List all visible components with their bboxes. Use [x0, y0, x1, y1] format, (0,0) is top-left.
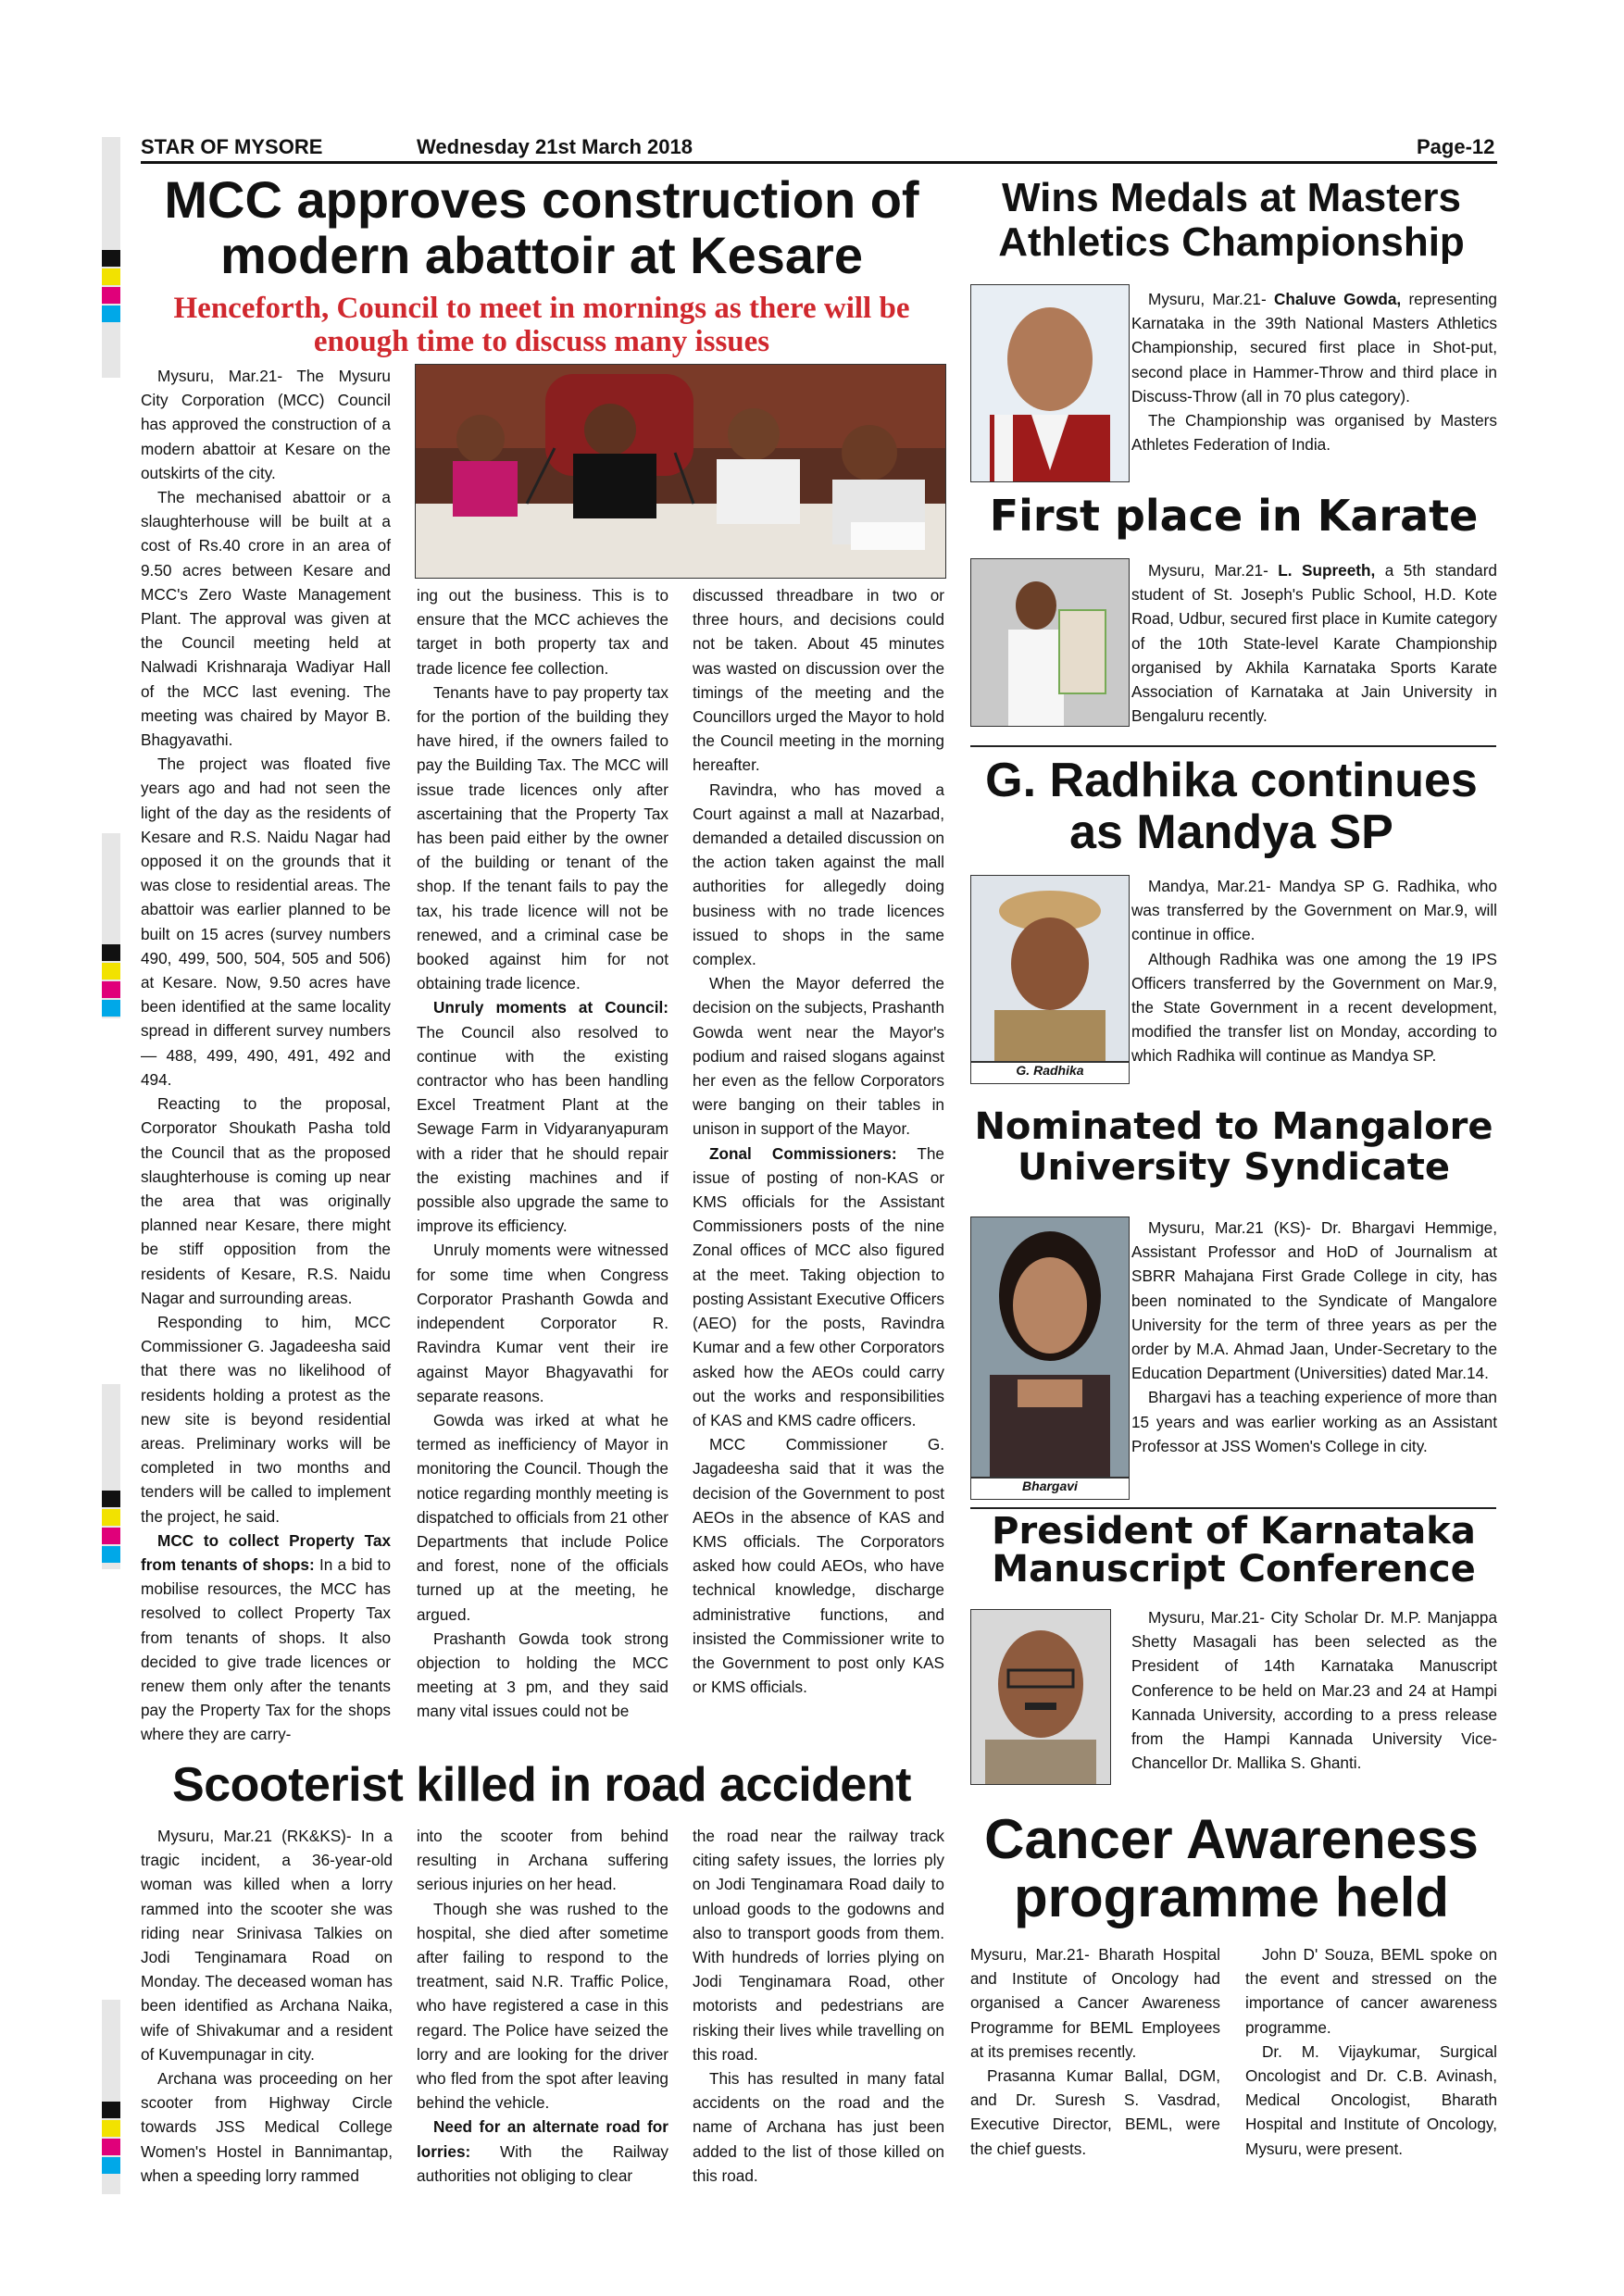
- issue-date: Wednesday 21st March 2018: [417, 135, 693, 158]
- medals-text: [1131, 287, 1497, 456]
- header-rule: [141, 161, 1497, 164]
- paragraph: [1131, 558, 1497, 728]
- subheading: MCC to collect Property Tax from tenants of shops:: [141, 1530, 391, 1574]
- dateline: Mysuru, Mar.21-: [1148, 561, 1279, 580]
- syndicate-headline-line2: University Syndicate: [1018, 1146, 1450, 1189]
- syndicate-headline-line1: Nominated to Mangalore: [974, 1105, 1493, 1148]
- paragraph: Ravindra, who has moved a Court against a mall at Nazarbad, demanded a detailed discussion on the action taken against the mall authorities for allegedly doing business with no trade licences issued to shops in the same complex.: [693, 780, 944, 969]
- paragraph: Although Radhika was one among the 19 IPS Officers transferred by the Government on Mar.9, the State Government in a recent development, modified the transfer list on Monday, according to which Radhika will continue as Mandya SP.: [1131, 949, 1497, 1066]
- paragraph-text: With the Railway authorities not obliging to clear: [417, 2141, 668, 2185]
- chaluve-gowda-photo: [970, 284, 1130, 482]
- paragraph: Dr. M. Vijaykumar, Surgical Oncologist and Dr. C.B. Avinash, Medical Oncologist, Bharath Hospital and Institute of Oncology, Mysuru, were present.: [1245, 2041, 1497, 2158]
- abattoir-headline-line1: MCC approves construction of: [164, 170, 919, 229]
- medals-headline-line1: Wins Medals at Masters: [1002, 175, 1461, 220]
- registration-mark-magenta: [102, 287, 120, 304]
- portrait-illustration: [971, 1217, 1129, 1477]
- paragraph: This has resulted in many fatal accidents on the road and the name of Archana has just been added to the list of those killed on this road.: [693, 2069, 944, 2185]
- paragraph: Prasanna Kumar Ballal, DGM, and Dr. Suresh S. Vasdrad, Executive Director, BEML, were the chief guests.: [970, 2066, 1220, 2158]
- syndicate-text: [1131, 1216, 1497, 1458]
- paragraph: Tenants have to pay property tax for the portion of the building they have hired, if the owners failed to pay the Building Tax. The MCC will issue trade licences only after ascertaining that the Property Tax has been paid either by the owner of the building or tenant of the shop. If the tenant fails to pay the tax, his trade licence will not be renewed, and a criminal case be booked against him for not obtaining trade licence.: [417, 682, 668, 993]
- abattoir-subhead: Henceforth, Council to meet in mornings as there will be enough time to discuss many issues: [173, 292, 910, 358]
- g-radhika-photo: [970, 875, 1130, 1062]
- paragraph: Mysuru, Mar.21- Bharath Hospital and Institute of Oncology had organised a Cancer Awareness Programme for BEML Employees at its premises recently.: [970, 1945, 1220, 2061]
- registration-mark-yellow: [102, 963, 120, 980]
- paragraph: the road near the railway track citing safety issues, the lorries ply on Jodi Tenginamara Road daily to unload goods to the godowns and also to transport goods from them. With hundreds of lorries plying on Jodi Tenginamara Road, other motorists and pedestrians are risking their lives while travelling on this road.: [693, 1827, 944, 2064]
- paragraph: The project was floated five years ago and had not seen the light of the day as the residents of Kesare and R.S. Naidu Nagar had opposed it on the grounds that it was close to residential areas. The abattoir was earlier planned to be built on 15 acres (survey numbers 490, 499, 500, 504, 505 and 506) at Kesare. Now, 9.50 acres have been identified at the same locality spread in different survey numbers — 488, 499, 490, 491, 492 and 494.: [141, 755, 391, 1089]
- syndicate-headline: [968, 1106, 1500, 1188]
- paragraph: Mysuru, Mar.21 (KS)- Dr. Bhargavi Hemmige, Assistant Professor and HoD of Journalism at SBRR Mahajana First Grade College in city, has been nominated to the Syndicate of Mangalore University for the term of three years as per the order by M.A. Ahmad Jaan, Under-Secretary to the Education Department (Universities) dated Mar.14.: [1131, 1218, 1497, 1383]
- portrait-illustration: [971, 285, 1129, 481]
- abattoir-column-2: [417, 583, 668, 1724]
- council-meeting-illustration: [416, 365, 945, 578]
- paragraph: [141, 1529, 391, 1747]
- paragraph: [693, 1142, 944, 1432]
- student-name: L. Supreeth,: [1278, 561, 1376, 580]
- bhargavi-caption: Bhargavi: [970, 1478, 1130, 1500]
- paragraph: ing out the business. This is to ensure that the MCC achieves the target in both property tax and trade licence fee collection.: [417, 586, 668, 678]
- karate-text: [1131, 558, 1497, 728]
- conference-headline-line1: President of Karnataka: [992, 1510, 1476, 1553]
- accident-headline: Scooterist killed in road accident: [172, 1758, 911, 1812]
- supreeth-photo: [970, 558, 1130, 727]
- paragraph-text: representing Karnataka in the 39th National Masters Athletics Championship, secured first place in Shot-put, second place in Hammer-Throw and third place in Discuss-Throw (all in 70 plus category).: [1131, 290, 1497, 406]
- section-divider: [970, 745, 1496, 747]
- subheading: Zonal Commissioners:: [709, 1143, 897, 1163]
- paragraph: discussed threadbare in two or three hours, and decisions could not be taken. About 45 minutes was wasted on discussion over the timings of the meeting and the Councillors urged the Mayor to hold the Council meeting in the morning hereafter.: [693, 586, 944, 775]
- section-divider: [970, 1507, 1496, 1509]
- abattoir-column-3: [693, 583, 944, 1699]
- cancer-column-1: [970, 1942, 1220, 2161]
- portrait-illustration: [971, 1610, 1110, 1784]
- paragraph: The mechanised abattoir or a slaughterhouse will be built at a cost of Rs.40 crore in an area of 9.50 acres between Kesare and MCC's Zero Waste Management Plant. The approval was given at the Council meeting held at Nalwadi Krishnaraja Wadiyar Hall of the MCC last evening. The meeting was chaired by Mayor B. Bhagyavathi.: [141, 488, 391, 750]
- paragraph: Archana was proceeding on her scooter from Highway Circle towards JSS Medical College Women's Hostel in Bannimantap, when a speeding lorry rammed: [141, 2069, 393, 2185]
- bhargavi-photo: [970, 1217, 1130, 1478]
- karate-headline: First place in Karate: [989, 491, 1479, 541]
- paragraph: Responding to him, MCC Commissioner G. Jagadeesha said that there was no likelihood of residents holding a protest as the new site is beyond residential areas. Preliminary works will be completed in two months and tenders will be called to implement the project, he said.: [141, 1312, 391, 1526]
- cancer-headline-line2: programme held: [1013, 1866, 1450, 1928]
- paragraph-text: The Council also resolved to continue with the existing contractor who has been handling Excel Treatment Plant at the Sewage Farm in Vidyaranyapuram with a rider that he should repair the existing machines and if possible also upgrade the same to improve its efficiency.: [417, 1022, 668, 1236]
- cancer-headline-line1: Cancer Awareness: [984, 1808, 1479, 1870]
- registration-mark-magenta: [102, 2139, 120, 2155]
- paragraph: John D' Souza, BEML spoke on the event and stressed on the importance of cancer awareness programme.: [1245, 1945, 1497, 2037]
- registration-mark-cyan: [102, 306, 120, 322]
- conference-text: [1131, 1605, 1497, 1775]
- registration-mark-black: [102, 944, 120, 961]
- radhika-text: [1131, 874, 1497, 1068]
- subheading: Unruly moments at Council:: [433, 998, 668, 1017]
- radhika-headline: [968, 755, 1495, 858]
- accident-column-3: [693, 1824, 944, 2188]
- paragraph: When the Mayor deferred the decision on the subjects, Prashanth Gowda went near the Mayor's podium and raised slogans against her even as the fellow Corporators were banging on their tables in unison in support of the Mayor.: [693, 974, 944, 1139]
- radhika-headline-line1: G. Radhika continues: [985, 754, 1478, 807]
- dateline: Mysuru, Mar.21-: [1148, 290, 1274, 308]
- paragraph: Bhargavi has a teaching experience of more than 15 years and was earlier working as an Assistant Professor at JSS Women's College in city.: [1131, 1388, 1497, 1455]
- paragraph-text: The issue of posting of non-KAS or KMS officials for the Assistant Commissioners posts of the nine Zonal offices of MCC also figured at the meet. Taking objection to posting Assistant Executive Officers (AEO) for the posts, Ravindra Kumar and a few other Corporators asked how the AEOs could carry out the works and responsibilities of KAS and KMS cadre officers.: [693, 1143, 944, 1429]
- paragraph: Mysuru, Mar.21- The Mysuru City Corporation (MCC) Council has approved the construction of a modern abattoir at Kesare on the outskirts of the city.: [141, 367, 391, 482]
- portrait-illustration: [971, 876, 1129, 1061]
- cancer-column-2: [1245, 1942, 1497, 2161]
- paragraph: Unruly moments were witnessed for some time when Congress Corporator Prashanth Gowda and independent Corporator R. Ravindra Kumar vent their ire against Mayor Bhagyavathi for separate reasons.: [417, 1241, 668, 1405]
- registration-mark-yellow: [102, 2120, 120, 2137]
- registration-mark-black: [102, 2102, 120, 2118]
- registration-mark-cyan: [102, 2157, 120, 2174]
- abattoir-column-1: [141, 364, 391, 1747]
- medals-headline: [968, 176, 1495, 264]
- registration-mark-cyan: [102, 1546, 120, 1563]
- paragraph-text: In a bid to mobilise resources, the MCC has resolved to collect Property Tax from tenants of shops. It also decided to give trade licences or renew them only after the tenants pay the Property Tax for the shops where they are carry-: [141, 1554, 392, 1744]
- page-number: Page-12: [1417, 135, 1495, 158]
- registration-mark-yellow: [102, 1509, 120, 1526]
- paragraph: The Championship was organised by Masters Athletes Federation of India.: [1131, 411, 1497, 455]
- paragraph: Though she was rushed to the hospital, she died after sometime after failing to respond to the treatment, said N.R. Traffic Police, who have registered a case in this regard. The Police have seized the lorry and are looking for the driver who fled from the spot after leaving behind the vehicle.: [417, 1899, 668, 2113]
- registration-mark-black: [102, 250, 120, 267]
- paragraph: Mysuru, Mar.21 (RK&KS)- In a tragic incident, a 36-year-old woman was killed when a lorry rammed into the scooter she was riding near Srinivasa Talkies on Jodi Tenginamara Road on Monday. The deceased woman has been identified as Archana Naika, wife of Shivakumar and a resident of Kuvempunagar in city.: [141, 1827, 393, 2064]
- registration-mark-cyan: [102, 1000, 120, 1017]
- g-radhika-caption: G. Radhika: [970, 1062, 1130, 1084]
- medals-headline-line2: Athletics Championship: [998, 218, 1465, 265]
- cancer-headline: [968, 1810, 1495, 1927]
- portrait-illustration: [971, 559, 1129, 726]
- paragraph: [417, 2115, 668, 2188]
- registration-mark-magenta: [102, 1528, 120, 1544]
- abattoir-headline-line2: modern abattoir at Kesare: [220, 226, 863, 285]
- paragraph: MCC Commissioner G. Jagadeesha said that it was the decision of the Government to post AEOs in the absence of KAS and KMS officials. The Corporators asked how could AEOs, who have technical knowledge, discharge administrative functions, and insisted the Commissioner write to the Government to post only KAS or KMS officials.: [693, 1435, 944, 1697]
- paper-name: STAR OF MYSORE: [141, 135, 323, 158]
- conference-headline: [968, 1510, 1500, 1591]
- radhika-headline-line2: as Mandya SP: [1069, 805, 1393, 860]
- registration-mark-magenta: [102, 981, 120, 998]
- paragraph: Mysuru, Mar.21- City Scholar Dr. M.P. Manjappa Shetty Masagali has been selected as the President of 14th Karnataka Manuscript Conference to be held on Mar.23 and 24 at Hampi Kannada University, according to a press release from the Hampi Kannada University Vice-Chancellor Dr. Mallika S. Ghanti.: [1131, 1608, 1497, 1773]
- registration-mark-black: [102, 1491, 120, 1507]
- subheading: Need for an alternate road for lorries:: [417, 2117, 668, 2161]
- accident-column-1: [141, 1824, 393, 2188]
- conference-headline-line2: Manuscript Conference: [992, 1547, 1476, 1591]
- paragraph: [1131, 287, 1497, 408]
- athlete-name: Chaluve Gowda,: [1273, 290, 1402, 308]
- accident-column-2: [417, 1824, 668, 2188]
- paragraph: Prashanth Gowda took strong objection to holding the MCC meeting at 3 pm, and they said many vital issues could not be: [417, 1628, 668, 1721]
- registration-mark-yellow: [102, 268, 120, 285]
- paragraph: Gowda was irked at what he termed as inefficiency of Mayor in monitoring the Council. Though the notice regarding monthly meeting is dispatched to officials from 21 other Departments that include Police and forest, none of the officials turned up at the meeting, he argued.: [417, 1410, 668, 1624]
- paragraph: [417, 995, 668, 1238]
- paragraph: into the scooter from behind resulting in Archana suffering serious injuries on her head.: [417, 1827, 668, 1894]
- paragraph: Mandya, Mar.21- Mandya SP G. Radhika, who was transferred by the Government on Mar.9, will continue in office.: [1131, 877, 1497, 944]
- manjappa-shetty-photo: [970, 1609, 1111, 1785]
- paragraph-text: a 5th standard student of St. Joseph's Public School, H.D. Kote Road, Udbur, secured first place in Kumite category of the 10th State-level Karate Championship organised by Akhila Karnataka Sports Karate Association of Karnataka at Jain University in Bengaluru recently.: [1131, 561, 1497, 726]
- paragraph: Reacting to the proposal, Corporator Shoukath Pasha told the Council that as the proposed slaughterhouse is coming up near the area that was originally planned near Kesare, there might be stiff opposition from the residents of Kesare, R.S. Naidu Nagar and surrounding areas.: [141, 1094, 391, 1307]
- council-meeting-photo: [415, 364, 946, 579]
- abattoir-headline: [139, 172, 944, 284]
